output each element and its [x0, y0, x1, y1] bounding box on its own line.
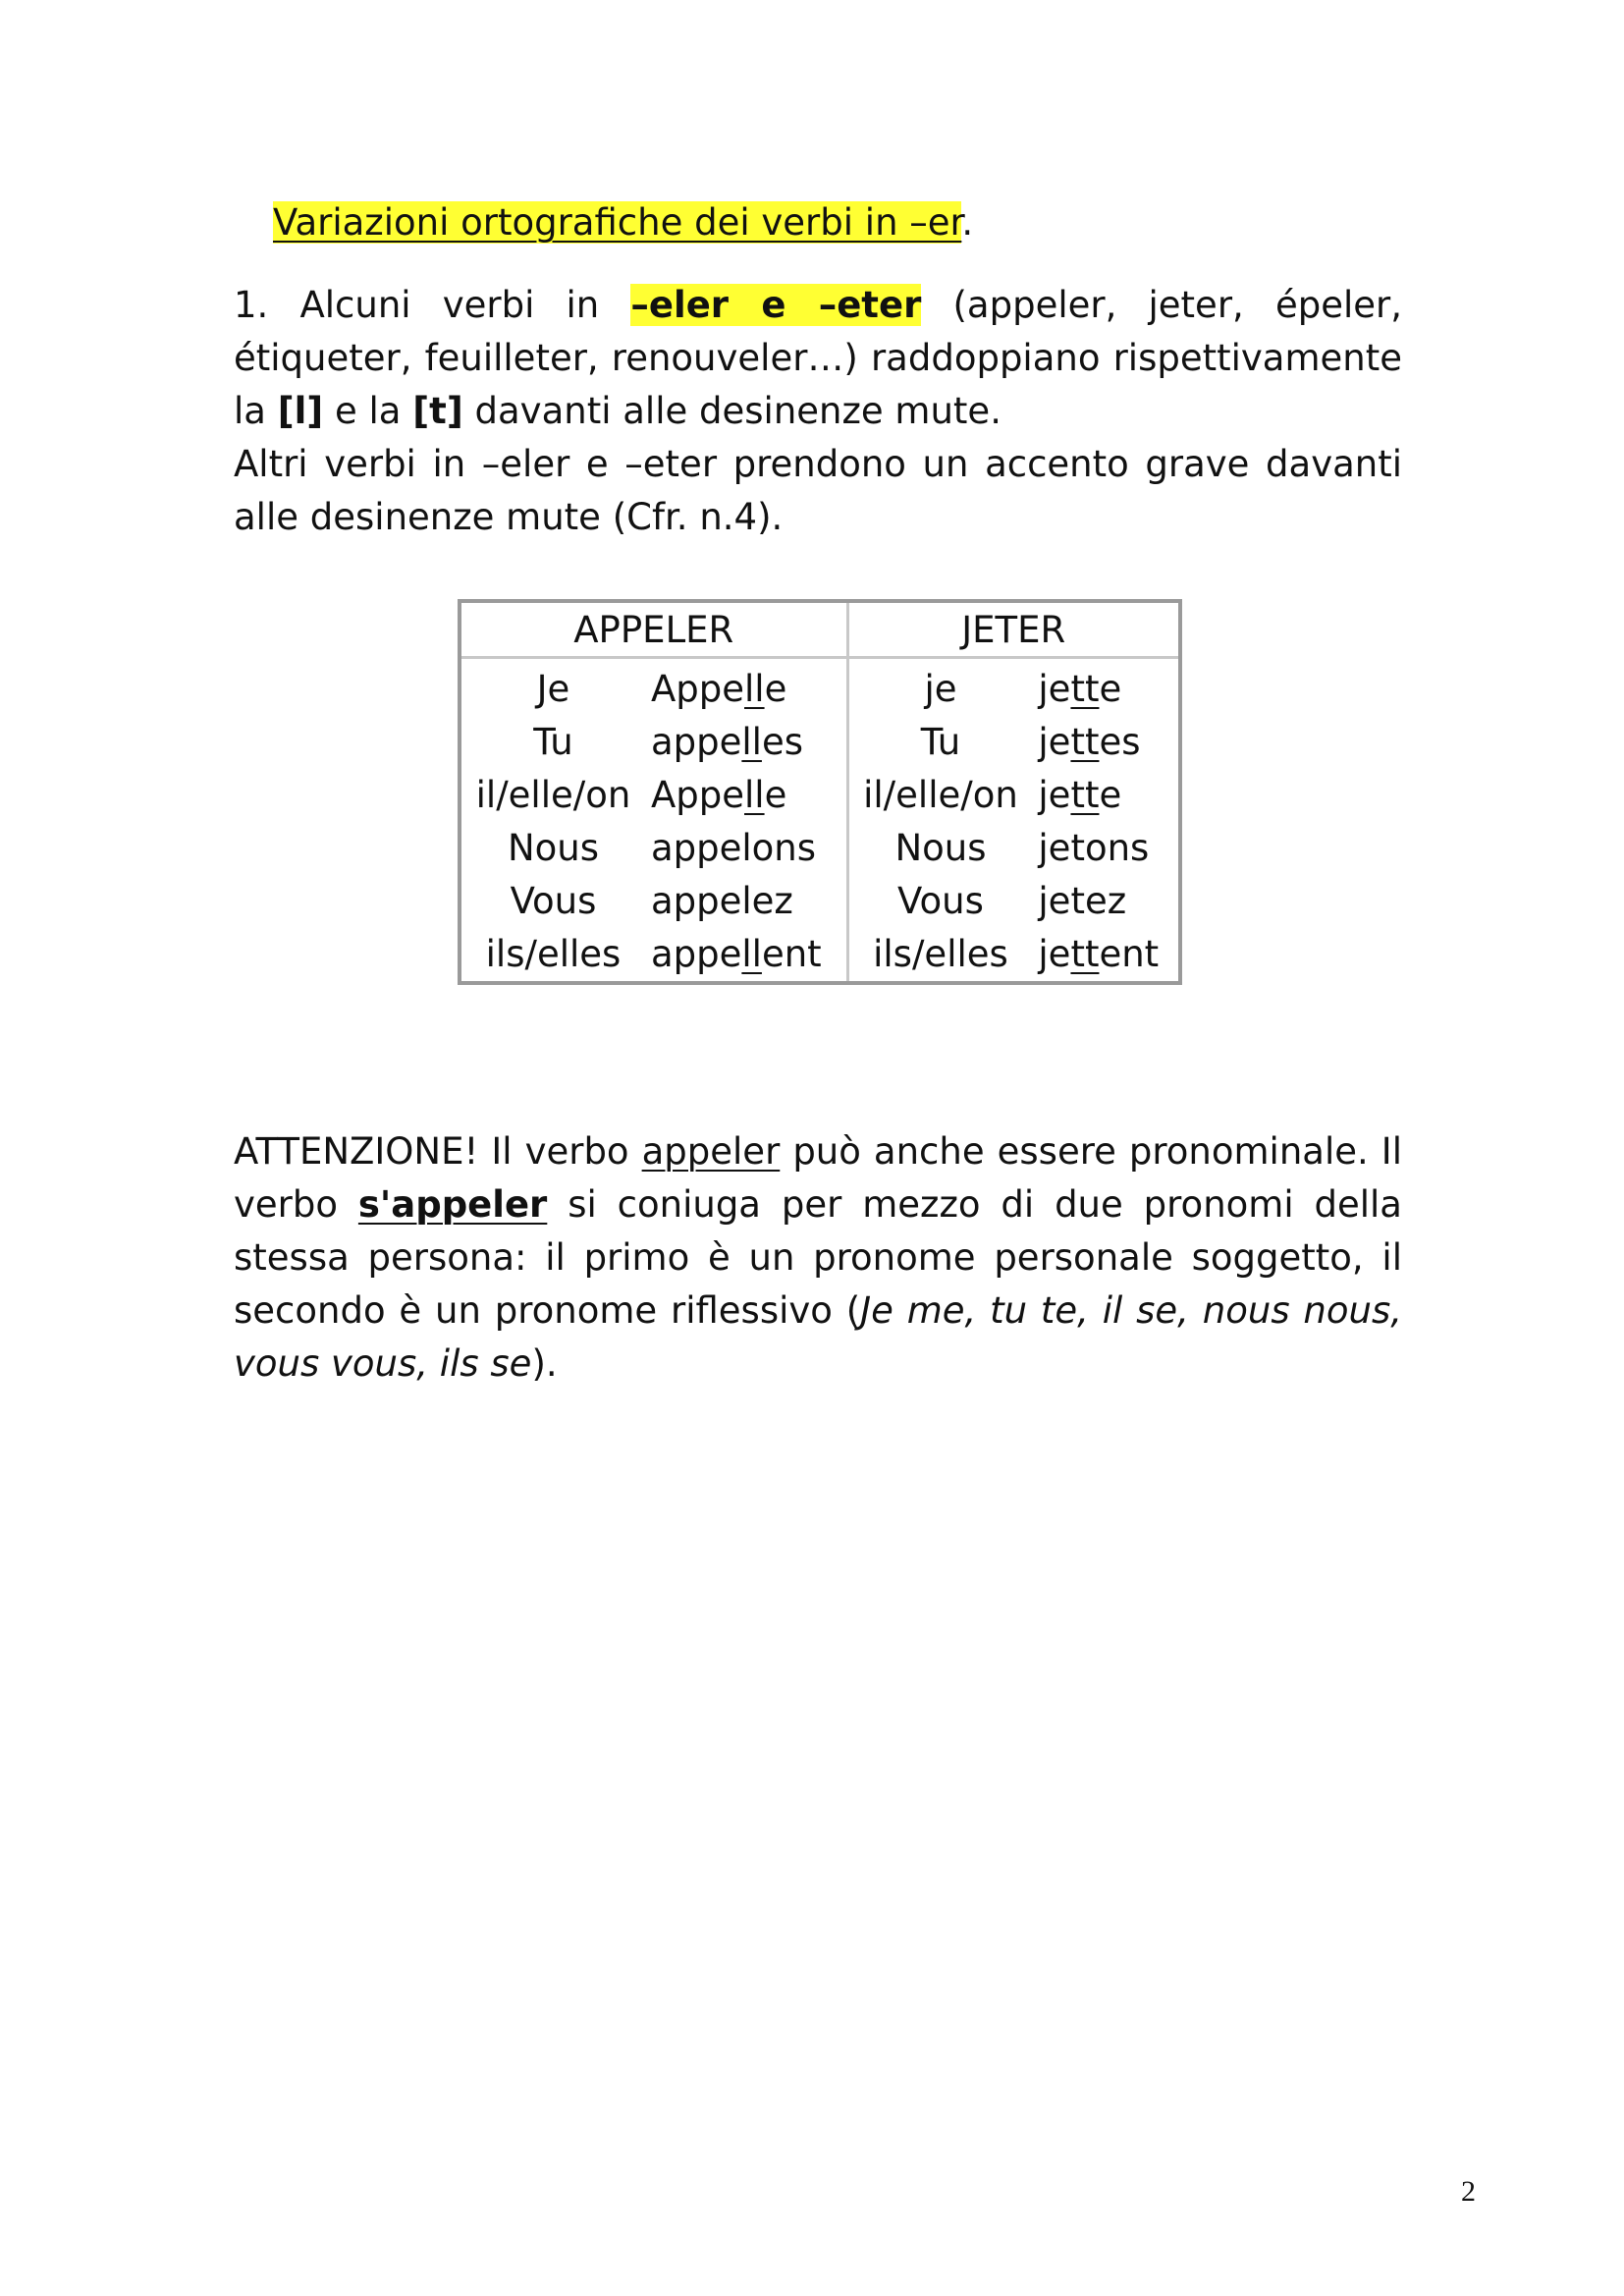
doubled-consonant: tt — [1070, 774, 1100, 816]
doubled-consonant: ll — [744, 774, 765, 816]
title-highlight: Variazioni ortografiche dei verbi in –er — [273, 201, 962, 244]
table-header-row — [460, 601, 1180, 658]
verb-part: e — [764, 668, 787, 710]
rule-text-e: e la — [323, 390, 413, 432]
pronoun-jeter — [847, 822, 1032, 875]
pronoun-appeler — [460, 822, 645, 875]
pronoun-appeler — [460, 875, 645, 928]
verb-part: appelons — [650, 827, 817, 869]
form-appeler — [645, 928, 847, 983]
sappeler-underlined: s'appeler — [357, 1183, 548, 1226]
rule-t-letter: [t] — [412, 390, 463, 432]
attention-text-g: ). — [531, 1342, 558, 1385]
verb-part: ent — [1099, 933, 1160, 975]
doubled-consonant: ll — [741, 933, 762, 975]
table-body — [460, 658, 1180, 984]
verb-part: Tu — [533, 721, 573, 763]
form-jeter — [1032, 928, 1180, 983]
doubled-consonant: tt — [1070, 933, 1100, 975]
pronoun-jeter — [847, 658, 1032, 717]
attention-text-e: si coniuga per mezzo di due pronomi della stessa persona: il primo è un pronome personale soggetto, il secondo è un pronome riflessivo ( — [234, 1183, 1402, 1332]
rule-paragraph — [234, 279, 1402, 544]
form-appeler — [645, 769, 847, 822]
pronoun-appeler — [460, 658, 645, 717]
verb-part: il/elle/on — [863, 774, 1018, 816]
form-appeler — [645, 658, 847, 717]
verb-part: Appe — [650, 774, 745, 816]
verb-part: il/elle/on — [475, 774, 631, 816]
rule-l-letter: [l] — [277, 390, 324, 432]
rule-text-c: (appeler, jeter, épeler, étiqueter, feuilleter, renouveler…) raddoppiano rispettivamente la — [234, 284, 1402, 432]
verb-part: appe — [650, 933, 742, 975]
verb-part: Vous — [510, 880, 597, 922]
verb-part: je — [1038, 933, 1071, 975]
form-jeter — [1032, 875, 1180, 928]
pronoun-appeler — [460, 928, 645, 983]
verb-part: Nous — [894, 827, 987, 869]
verb-part: e — [1099, 668, 1122, 710]
verb-part: e — [1099, 774, 1122, 816]
header-jeter: JETER — [847, 601, 1180, 658]
verb-part: Tu — [920, 721, 961, 763]
doubled-consonant: ll — [741, 721, 762, 763]
table-row — [460, 928, 1180, 983]
verb-part: je — [924, 668, 957, 710]
pronoun-jeter — [847, 716, 1032, 769]
verb-part: jetons — [1038, 827, 1150, 869]
form-appeler — [645, 822, 847, 875]
table-row — [460, 875, 1180, 928]
verb-part: je — [1038, 668, 1071, 710]
form-appeler — [645, 875, 847, 928]
reflexive-pronouns: Je me, tu te, il se, nous nous, vous vous, ils se — [234, 1289, 1402, 1385]
form-jeter — [1032, 769, 1180, 822]
verb-part: je — [1038, 721, 1071, 763]
verb-part: Nous — [507, 827, 599, 869]
title-end: . — [961, 201, 974, 244]
verb-part: ils/elles — [873, 933, 1008, 975]
form-jeter — [1032, 658, 1180, 717]
verb-part: es — [1099, 721, 1141, 763]
verb-part: Appe — [650, 668, 745, 710]
verb-part: appelez — [650, 880, 793, 922]
appeler-underlined: appeler — [641, 1130, 781, 1173]
table-row — [460, 822, 1180, 875]
table-row — [460, 716, 1180, 769]
rule-text-a: 1. Alcuni verbi in — [234, 284, 631, 326]
attention-paragraph — [234, 1125, 1402, 1391]
verb-part: Je — [536, 668, 570, 710]
pronoun-jeter — [847, 928, 1032, 983]
form-jeter — [1032, 716, 1180, 769]
doubled-consonant: tt — [1070, 668, 1100, 710]
pronoun-jeter — [847, 769, 1032, 822]
table-row — [460, 658, 1180, 717]
pronoun-jeter — [847, 875, 1032, 928]
pronoun-appeler — [460, 769, 645, 822]
verb-part: ils/elles — [485, 933, 622, 975]
page-number: 2 — [1461, 2175, 1476, 2208]
rule-text-line2: Altri verbi in –eler e –eter prendono un accento grave davanti alle desinenze mute (Cfr. n.4). — [234, 443, 1402, 538]
verb-part: Vous — [897, 880, 984, 922]
attention-text-c: può anche essere pronominale. Il verbo — [234, 1130, 1402, 1226]
verb-part: es — [761, 721, 803, 763]
conjugation-table — [458, 599, 1182, 985]
verb-part: ent — [761, 933, 822, 975]
verb-part: appe — [650, 721, 742, 763]
verb-part: e — [764, 774, 787, 816]
table-row — [460, 769, 1180, 822]
doubled-consonant: ll — [744, 668, 765, 710]
rule-endings-highlight: –eler e –eter — [630, 284, 922, 326]
form-jeter — [1032, 822, 1180, 875]
attention-text-a: ATTENZIONE! Il verbo — [234, 1130, 642, 1173]
pronoun-appeler — [460, 716, 645, 769]
header-appeler: APPELER — [460, 601, 847, 658]
rule-text-g: davanti alle desinenze mute. — [462, 390, 1001, 432]
verb-part: je — [1038, 774, 1071, 816]
section-title — [273, 197, 973, 248]
verb-part: jetez — [1038, 880, 1127, 922]
doubled-consonant: tt — [1070, 721, 1100, 763]
form-appeler — [645, 716, 847, 769]
